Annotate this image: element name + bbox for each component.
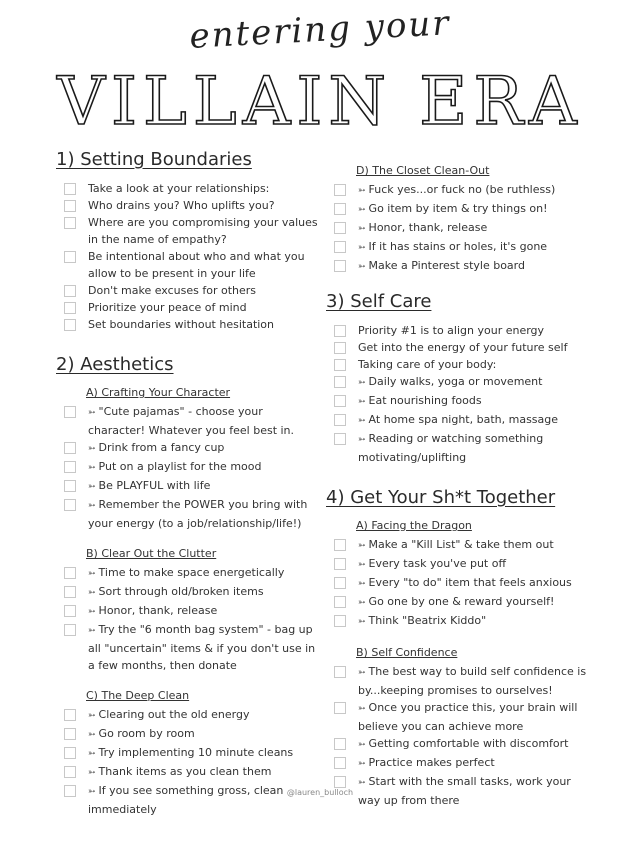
checklist-item: ➳ Every "to do" item that feels anxious <box>326 574 594 593</box>
arrow-icon: ➳ <box>88 569 96 579</box>
checklist-crafting-character <box>56 403 318 532</box>
arrow-icon: ➳ <box>358 186 366 196</box>
checklist-closet-clean-out <box>326 181 594 276</box>
checkbox[interactable] <box>334 359 346 371</box>
checkbox[interactable] <box>64 406 76 418</box>
checklist-item: ➳ Drink from a fancy cup <box>56 439 318 458</box>
subheading-deep-clean: C) The Deep Clean <box>86 689 190 702</box>
arrow-icon: ➳ <box>358 205 366 215</box>
checklist-self-care <box>326 322 594 466</box>
arrow-icon: ➳ <box>358 759 366 769</box>
arrow-icon: ➳ <box>88 607 96 617</box>
section-heading-self-care: 3) Self Care <box>326 291 432 312</box>
checklist-item: ➳ At home spa night, bath, massage <box>326 411 594 430</box>
section-heading-get-together: 4) Get Your Sh*t Together <box>326 487 556 508</box>
checklist-item: ➳ Make a Pinterest style board <box>326 257 594 276</box>
checklist-item: ➳ Thank items as you clean them <box>56 763 318 782</box>
section-heading-aesthetics: 2) Aesthetics <box>56 354 174 375</box>
arrow-icon: ➳ <box>88 408 96 418</box>
arrow-icon: ➳ <box>88 787 96 797</box>
arrow-icon: ➳ <box>358 668 366 678</box>
checkbox[interactable] <box>334 615 346 627</box>
arrow-icon: ➳ <box>358 598 366 608</box>
checklist-item: ➳ Practice makes perfect <box>326 754 594 773</box>
checklist-item: Who drains you? Who uplifts you? <box>56 197 318 214</box>
checklist-item: ➳ Every task you've put off <box>326 555 594 574</box>
arrow-icon: ➳ <box>358 416 366 426</box>
checklist-item: Set boundaries without hesitation <box>56 316 318 333</box>
checkbox[interactable] <box>334 325 346 337</box>
subheading-facing-dragon: A) Facing the Dragon <box>356 519 472 532</box>
checklist-deep-clean <box>56 706 318 818</box>
checklist-item: ➳ Remember the POWER you bring with your energy (to a job/relationship/life!) <box>56 496 318 532</box>
checklist-item: ➳ Reading or watching something motivating/uplifting <box>326 430 594 466</box>
arrow-icon: ➳ <box>358 704 366 714</box>
checkbox[interactable] <box>64 302 76 314</box>
arrow-icon: ➳ <box>358 541 366 551</box>
checklist-item: Taking care of your body: <box>326 356 594 373</box>
checkbox[interactable] <box>64 183 76 195</box>
checkbox[interactable] <box>64 319 76 331</box>
checklist-item: ➳ Try implementing 10 minute cleans <box>56 744 318 763</box>
checkbox[interactable] <box>64 747 76 759</box>
checkbox[interactable] <box>64 499 76 511</box>
checkbox[interactable] <box>334 203 346 215</box>
checkbox[interactable] <box>334 776 346 788</box>
checklist-item: ➳ Fuck yes...or fuck no (be ruthless) <box>326 181 594 200</box>
checklist-item: ➳ Make a "Kill List" & take them out <box>326 536 594 555</box>
arrow-icon: ➳ <box>358 397 366 407</box>
right-column <box>326 163 594 809</box>
checklist-item: ➳ Be PLAYFUL with life <box>56 477 318 496</box>
subheading-crafting-character: A) Crafting Your Character <box>86 386 231 399</box>
checkbox[interactable] <box>64 442 76 454</box>
checkbox[interactable] <box>334 342 346 354</box>
arrow-icon: ➳ <box>88 444 96 454</box>
checklist-item: ➳ Daily walks, yoga or movement <box>326 373 594 392</box>
checklist-item: ➳ Start with the small tasks, work your way up from there <box>326 773 594 809</box>
checkbox[interactable] <box>64 567 76 579</box>
arrow-icon: ➳ <box>88 749 96 759</box>
checklist-item: Get into the energy of your future self <box>326 339 594 356</box>
checklist-item: ➳ Think "Beatrix Kiddo" <box>326 612 594 631</box>
checkbox[interactable] <box>334 577 346 589</box>
checklist-item: ➳ If it has stains or holes, it's gone <box>326 238 594 257</box>
subheading-closet-clean-out: D) The Closet Clean-Out <box>356 164 490 177</box>
checkbox[interactable] <box>334 757 346 769</box>
checkbox[interactable] <box>334 376 346 388</box>
arrow-icon: ➳ <box>88 626 96 636</box>
checkbox[interactable] <box>334 433 346 445</box>
checkbox[interactable] <box>64 480 76 492</box>
checkbox[interactable] <box>64 728 76 740</box>
checkbox[interactable] <box>334 738 346 750</box>
arrow-icon: ➳ <box>358 579 366 589</box>
checklist-item: Take a look at your relationships: <box>56 180 318 197</box>
checkbox[interactable] <box>64 200 76 212</box>
checklist-item: ➳ Honor, thank, release <box>56 602 318 621</box>
arrow-icon: ➳ <box>358 262 366 272</box>
arrow-icon: ➳ <box>358 224 366 234</box>
checkbox[interactable] <box>334 702 346 714</box>
checklist-item: ➳ The best way to build self confidence is by...keeping promises to ourselves! <box>326 663 594 699</box>
checklist-facing-dragon <box>326 536 594 631</box>
checklist-item: ➳ Clearing out the old energy <box>56 706 318 725</box>
checkbox[interactable] <box>334 241 346 253</box>
checklist-item: ➳ Getting comfortable with discomfort <box>326 735 594 754</box>
checklist-item: ➳ "Cute pajamas" - choose your character! Whatever you feel best in. <box>56 403 318 439</box>
arrow-icon: ➳ <box>358 617 366 627</box>
checkbox[interactable] <box>334 222 346 234</box>
checklist-item: ➳ If you see something gross, clean immediately <box>56 782 318 818</box>
checkbox[interactable] <box>64 217 76 229</box>
checklist-item: Where are you compromising your values in the name of empathy? <box>56 214 318 248</box>
checklist-item: ➳ Go item by item & try things on! <box>326 200 594 219</box>
checklist-item: Priority #1 is to align your energy <box>326 322 594 339</box>
checklist-item: Be intentional about who and what you allow to be present in your life <box>56 248 318 282</box>
checkbox[interactable] <box>64 624 76 636</box>
checkbox[interactable] <box>64 586 76 598</box>
section-heading-setting-boundaries: 1) Setting Boundaries <box>56 149 252 170</box>
arrow-icon: ➳ <box>358 378 366 388</box>
arrow-icon: ➳ <box>88 730 96 740</box>
arrow-icon: ➳ <box>88 768 96 778</box>
author-handle: @lauren_bulloch <box>286 788 354 797</box>
checklist-item: Prioritize your peace of mind <box>56 299 318 316</box>
checkbox[interactable] <box>334 539 346 551</box>
checkbox[interactable] <box>64 461 76 473</box>
subheading-self-confidence: B) Self Confidence <box>356 646 458 659</box>
arrow-icon: ➳ <box>88 711 96 721</box>
checkbox[interactable] <box>64 251 76 263</box>
subheading-clear-clutter: B) Clear Out the Clutter <box>86 547 217 560</box>
page-title: VILLAIN ERA <box>57 63 583 140</box>
arrow-icon: ➳ <box>88 588 96 598</box>
checkbox[interactable] <box>334 395 346 407</box>
checkbox[interactable] <box>334 666 346 678</box>
checklist-item: ➳ Eat nourishing foods <box>326 392 594 411</box>
checklist-item: ➳ Put on a playlist for the mood <box>56 458 318 477</box>
checkbox[interactable] <box>64 285 76 297</box>
checklist-item: ➳ Go room by room <box>56 725 318 744</box>
arrow-icon: ➳ <box>358 778 366 788</box>
checklist-item: ➳ Sort through old/broken items <box>56 583 318 602</box>
checklist-item: ➳ Go one by one & reward yourself! <box>326 593 594 612</box>
checklist-item: ➳ Time to make space energetically <box>56 564 318 583</box>
checklist-item: ➳ Honor, thank, release <box>326 219 594 238</box>
checkbox[interactable] <box>334 260 346 272</box>
left-column <box>56 148 318 818</box>
checkbox[interactable] <box>64 709 76 721</box>
arrow-icon: ➳ <box>88 482 96 492</box>
arrow-icon: ➳ <box>358 740 366 750</box>
subtitle: entering your <box>188 3 452 57</box>
checklist-item: ➳ Once you practice this, your brain will believe you can achieve more <box>326 699 594 735</box>
arrow-icon: ➳ <box>88 463 96 473</box>
checklist-item: Don't make excuses for others <box>56 282 318 299</box>
checkbox[interactable] <box>334 184 346 196</box>
checklist-clear-clutter <box>56 564 318 674</box>
checklist-setting-boundaries <box>56 180 318 333</box>
checklist-item: ➳ Try the "6 month bag system" - bag up all "uncertain" items & if you don't use in a few months, then donate <box>56 621 318 674</box>
arrow-icon: ➳ <box>358 243 366 253</box>
checkbox[interactable] <box>64 605 76 617</box>
checkbox[interactable] <box>334 414 346 426</box>
checkbox[interactable] <box>64 766 76 778</box>
checkbox[interactable] <box>334 558 346 570</box>
arrow-icon: ➳ <box>88 501 96 511</box>
checkbox[interactable] <box>334 596 346 608</box>
arrow-icon: ➳ <box>358 435 366 445</box>
arrow-icon: ➳ <box>358 560 366 570</box>
